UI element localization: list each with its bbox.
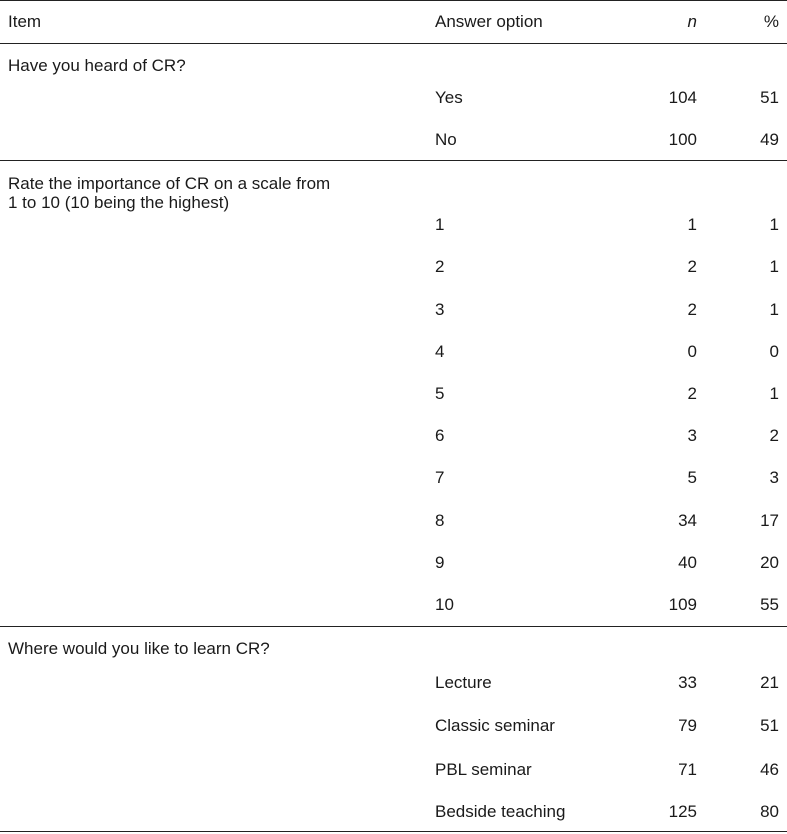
table-row-option: Yes <box>435 88 463 107</box>
table-row-n: 71 <box>678 760 697 779</box>
table-row-n: 2 <box>687 300 697 319</box>
table-row-percent: 2 <box>769 426 779 445</box>
table-row-option: Lecture <box>435 673 492 692</box>
table-top-rule <box>0 0 787 1</box>
table-row-percent: 0 <box>769 342 779 361</box>
section-item-importance: Rate the importance of CR on a scale from 1 to 10 (10 being the highest) <box>8 174 331 212</box>
header-percent: % <box>763 12 779 31</box>
table-row-option: 3 <box>435 300 445 319</box>
table-row-n: 34 <box>678 511 697 530</box>
table-row-n: 33 <box>678 673 697 692</box>
table-row-option: No <box>435 130 457 149</box>
table-row-percent: 51 <box>760 88 779 107</box>
table-row-option: 1 <box>435 215 445 234</box>
table-row-n: 3 <box>687 426 697 445</box>
header-n: n <box>687 12 697 31</box>
table-row-option: 9 <box>435 553 445 572</box>
table-row-option: 8 <box>435 511 445 530</box>
table-row-percent: 51 <box>760 716 779 735</box>
table-row-n: 109 <box>668 595 697 614</box>
table-row-percent: 1 <box>769 384 779 403</box>
table-row-option: 2 <box>435 257 445 276</box>
header-answer-option: Answer option <box>435 12 543 31</box>
table-row-option: Classic seminar <box>435 716 555 735</box>
table-row-percent: 49 <box>760 130 779 149</box>
table-row-option: PBL seminar <box>435 760 532 779</box>
table-row-option: 7 <box>435 468 445 487</box>
table-row-option: 5 <box>435 384 445 403</box>
table-row-percent: 3 <box>769 468 779 487</box>
table-row-option: 10 <box>435 595 454 614</box>
table-row-percent: 1 <box>769 215 779 234</box>
table-row-percent: 55 <box>760 595 779 614</box>
table-row-n: 0 <box>687 342 697 361</box>
table-row-percent: 1 <box>769 257 779 276</box>
table-row-n: 104 <box>668 88 697 107</box>
table-row-percent: 20 <box>760 553 779 572</box>
table-row-percent: 46 <box>760 760 779 779</box>
header-rule <box>0 43 787 44</box>
table-row-n: 2 <box>687 257 697 276</box>
table-row-n: 2 <box>687 384 697 403</box>
table-row-n: 40 <box>678 553 697 572</box>
header-item: Item <box>8 12 42 31</box>
table-bottom-rule <box>0 831 787 832</box>
section-item-heard: Have you heard of CR? <box>8 56 186 75</box>
table-row-percent: 1 <box>769 300 779 319</box>
table-row-option: Bedside teaching <box>435 802 566 821</box>
table-row-percent: 21 <box>760 673 779 692</box>
table-row-n: 100 <box>668 130 697 149</box>
table-row-n: 5 <box>687 468 697 487</box>
table-row-percent: 17 <box>760 511 779 530</box>
table-row-option: 6 <box>435 426 445 445</box>
table-row-option: 4 <box>435 342 445 361</box>
section-rule <box>0 160 787 161</box>
table-row-n: 1 <box>687 215 697 234</box>
table-row-n: 125 <box>668 802 697 821</box>
section-rule <box>0 626 787 627</box>
section-item-learn: Where would you like to learn CR? <box>8 639 270 658</box>
table-row-percent: 80 <box>760 802 779 821</box>
table-row-n: 79 <box>678 716 697 735</box>
